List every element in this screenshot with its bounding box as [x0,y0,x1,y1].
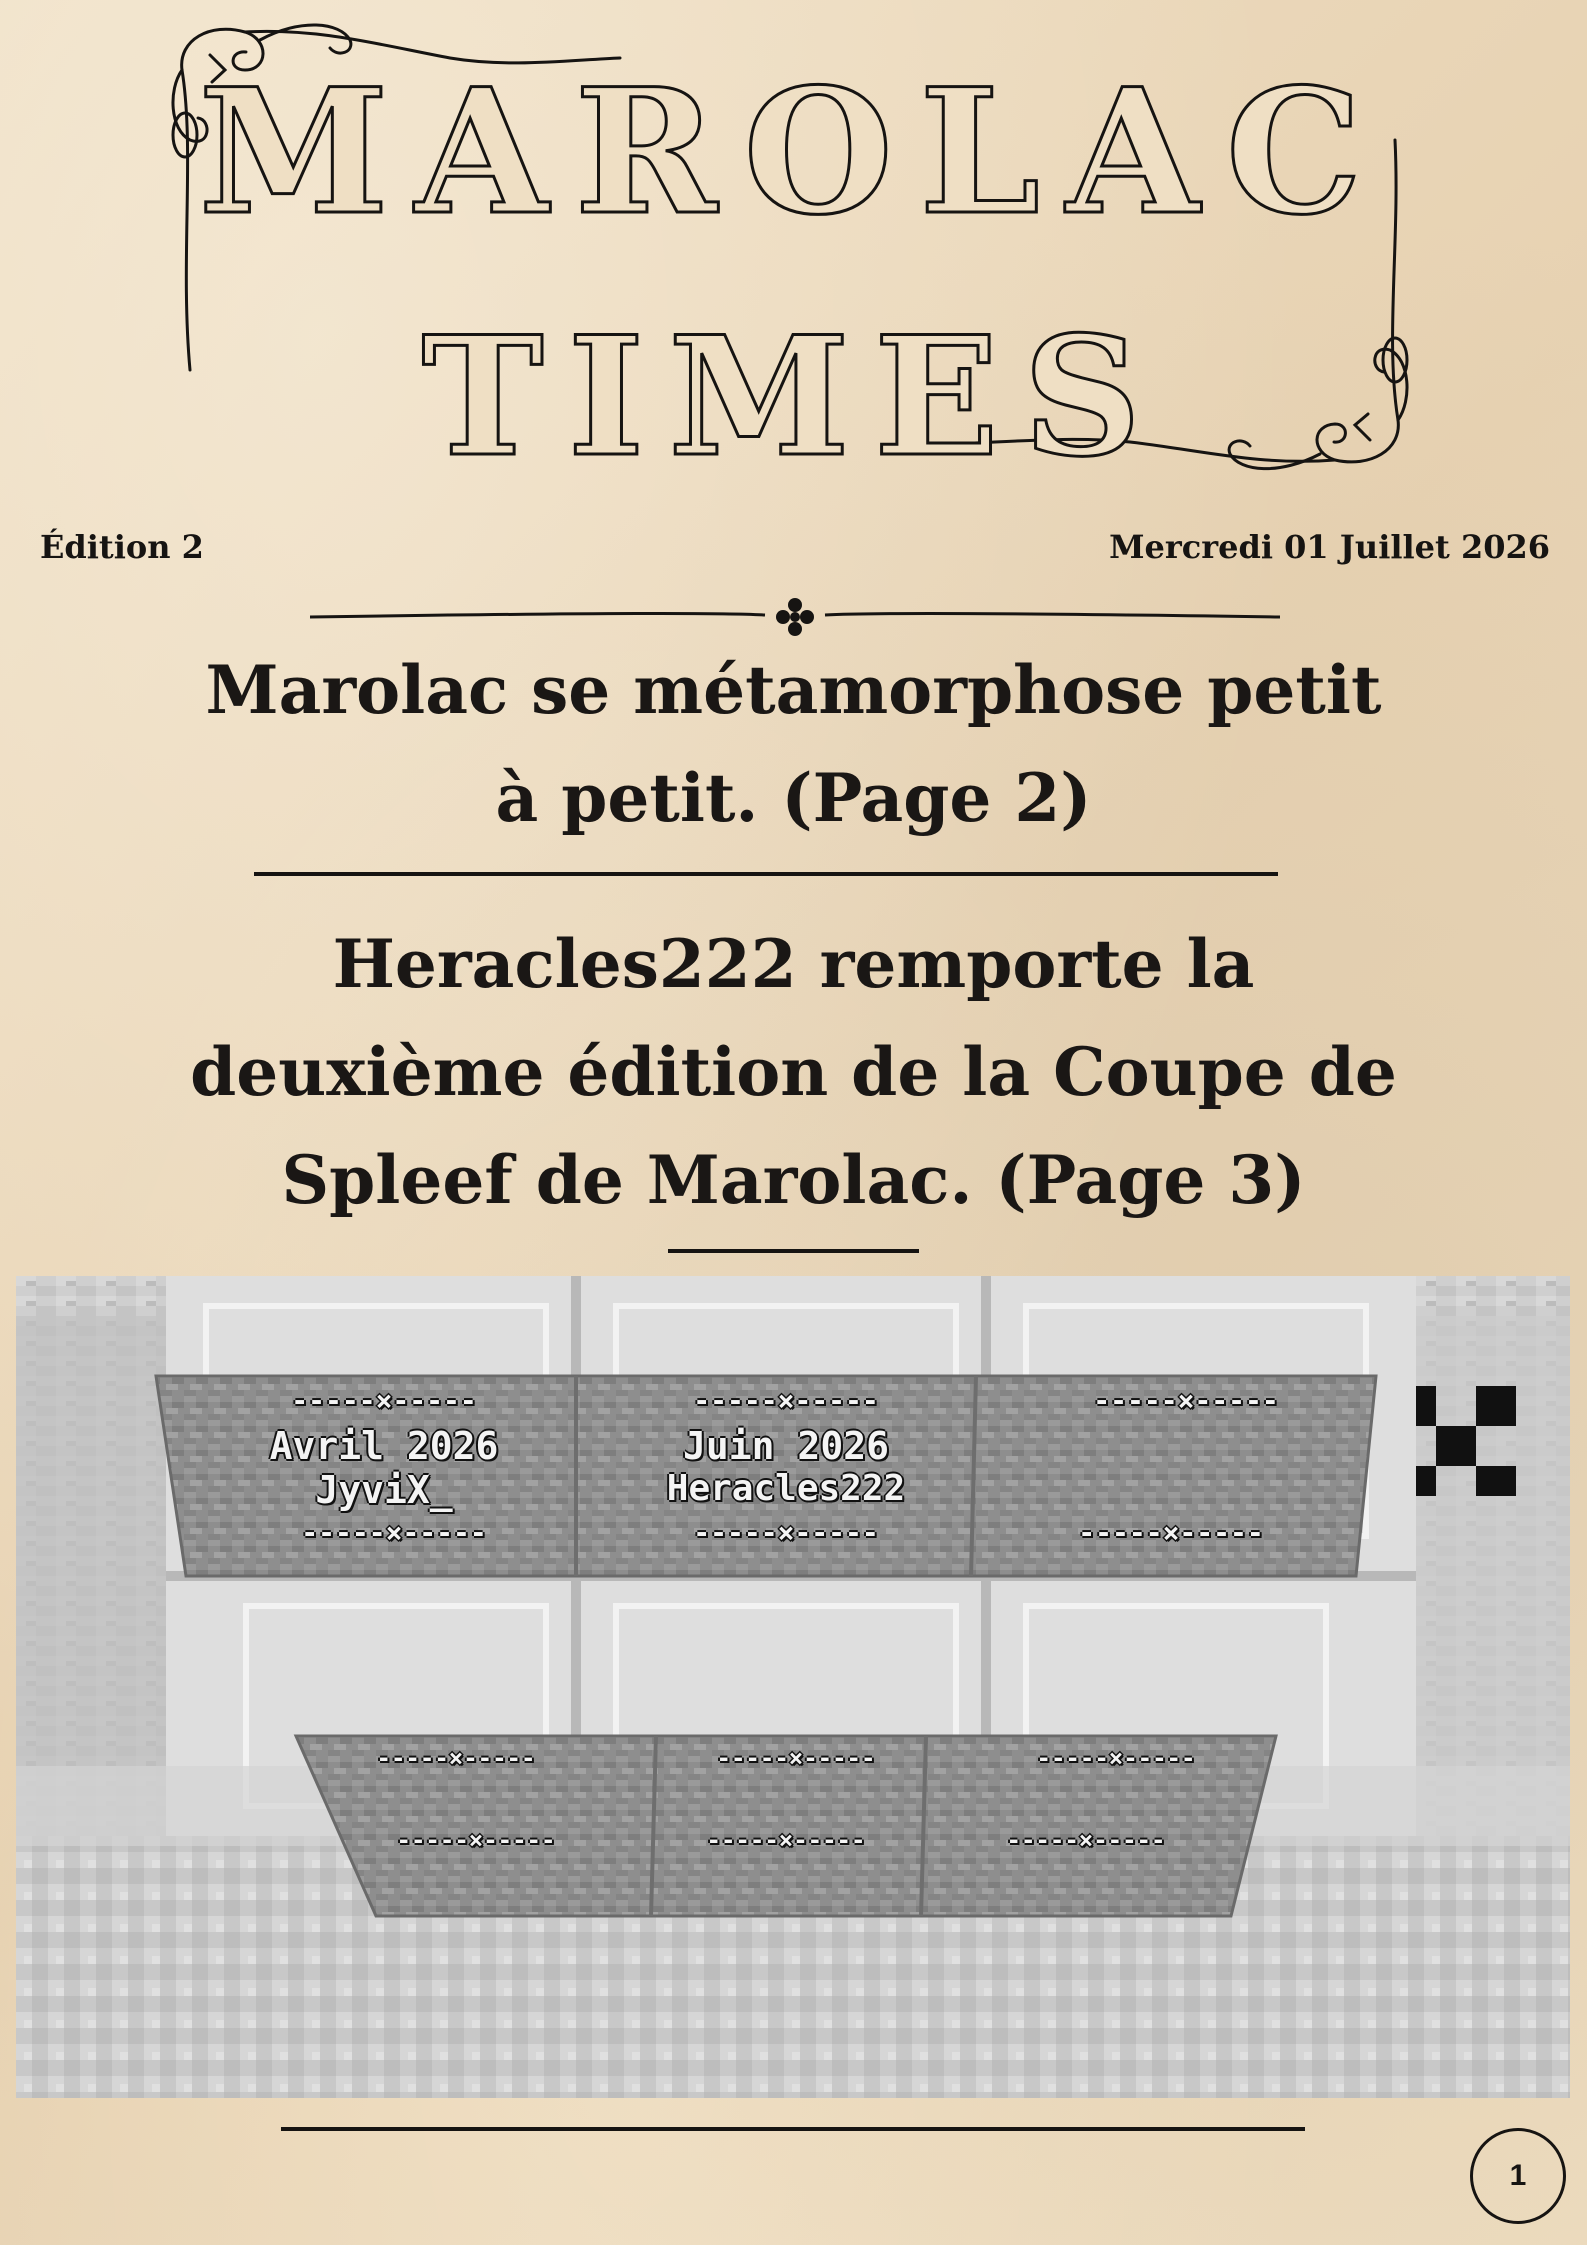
fleuron-divider-icon [310,592,1280,642]
minecraft-screenshot [16,1276,1570,2098]
edition-number: Édition 2 [40,528,204,566]
sign-1-border-top: -----×----- [291,1384,477,1417]
sign-2-line1: Juin 2026 [683,1424,889,1468]
footer-divider-rule [281,2127,1305,2131]
sign-4-border-bottom: -----×----- [396,1826,556,1854]
divider-rule-short [668,1249,919,1253]
sign-2-border-bottom: -----×----- [693,1516,879,1549]
sign-1-line2: JyviX_ [315,1468,453,1512]
masthead-title-line-1: MAROLAC [198,50,1389,253]
sign-5-border-bottom: -----×----- [706,1826,866,1854]
divider-rule [254,872,1278,876]
sign-6-border-bottom: -----×----- [1006,1826,1166,1854]
sign-1-line1: Avril 2026 [269,1424,499,1468]
headline-spleef-cup: Heracles222 remporte la deuxième édition de la Coupe de Spleef de Marolac. (Page 3) [190,925,1397,1219]
sign-2-line2: Heracles222 [666,1468,906,1509]
sign-6-border-top: -----×----- [1036,1744,1196,1772]
sign-1-border-bottom: -----×----- [301,1516,487,1549]
masthead-title-line-2: TIMES [421,300,1166,493]
sign-4-border-top: -----×----- [376,1744,536,1772]
sign-3-border-top: -----×----- [1093,1384,1279,1417]
headline-metamorphose: Marolac se métamorphose petit à petit. (Page 2) [205,651,1382,837]
issue-date: Mercredi 01 Juillet 2026 [1109,528,1550,566]
sign-5-border-top: -----×----- [716,1744,876,1772]
sign-3-border-bottom: -----×----- [1078,1516,1264,1549]
page-number-badge: 1 [1470,2128,1566,2224]
sign-2-border-top: -----×----- [693,1384,879,1417]
